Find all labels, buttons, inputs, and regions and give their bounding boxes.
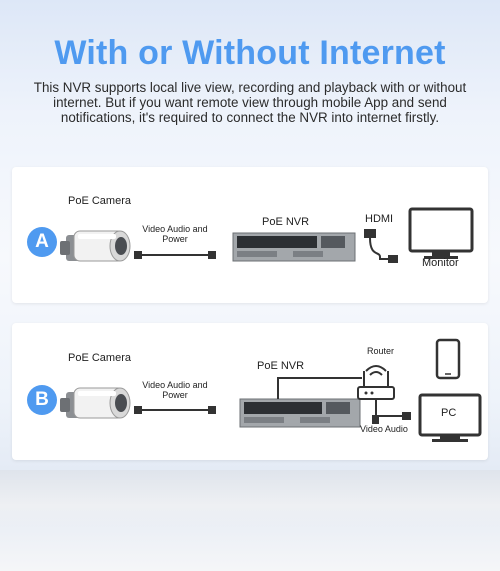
page-subtitle: This NVR supports local live view, recording and playback with or without internet. But if you want remote view through mobile App and send notifications, it's required to connect the NVR into internet firstly.: [33, 80, 467, 126]
badge-a: A: [27, 227, 57, 257]
nvr-router-cable: [278, 378, 362, 399]
cable-label: Video Audio and Power: [142, 380, 208, 400]
page-title: With or Without Internet: [54, 34, 446, 72]
cable-label: Video Audio and Power: [142, 224, 208, 244]
pc-label: PC: [441, 407, 457, 419]
video-audio-label: Video Audio: [360, 424, 408, 434]
badge-b: B: [27, 385, 57, 415]
panel-direct-connection: [12, 167, 488, 303]
camera-icon: [60, 388, 130, 418]
monitor-icon: [410, 209, 472, 259]
monitor-label: Monitor: [422, 257, 459, 269]
router-pc-cable: [372, 399, 411, 424]
poe-cable-icon: [134, 406, 216, 414]
reflection-floor: [0, 470, 500, 530]
nvr-icon: [233, 233, 355, 261]
poe-cable-icon: [134, 251, 216, 259]
camera-label: PoE Camera: [68, 195, 131, 207]
camera-label: PoE Camera: [68, 352, 131, 364]
router-icon: [358, 366, 394, 399]
panel-internet-connection: [12, 323, 488, 460]
nvr-label: PoE NVR: [257, 360, 305, 372]
nvr-label: PoE NVR: [262, 216, 310, 228]
phone-icon: [437, 340, 459, 378]
camera-icon: [60, 231, 130, 261]
hdmi-cable-icon: [364, 229, 398, 263]
nvr-icon: [240, 399, 360, 427]
router-label: Router: [367, 346, 395, 356]
hdmi-label: HDMI: [365, 213, 394, 225]
panel-b-graphics: [12, 323, 488, 460]
panel-a-graphics: [12, 167, 488, 303]
